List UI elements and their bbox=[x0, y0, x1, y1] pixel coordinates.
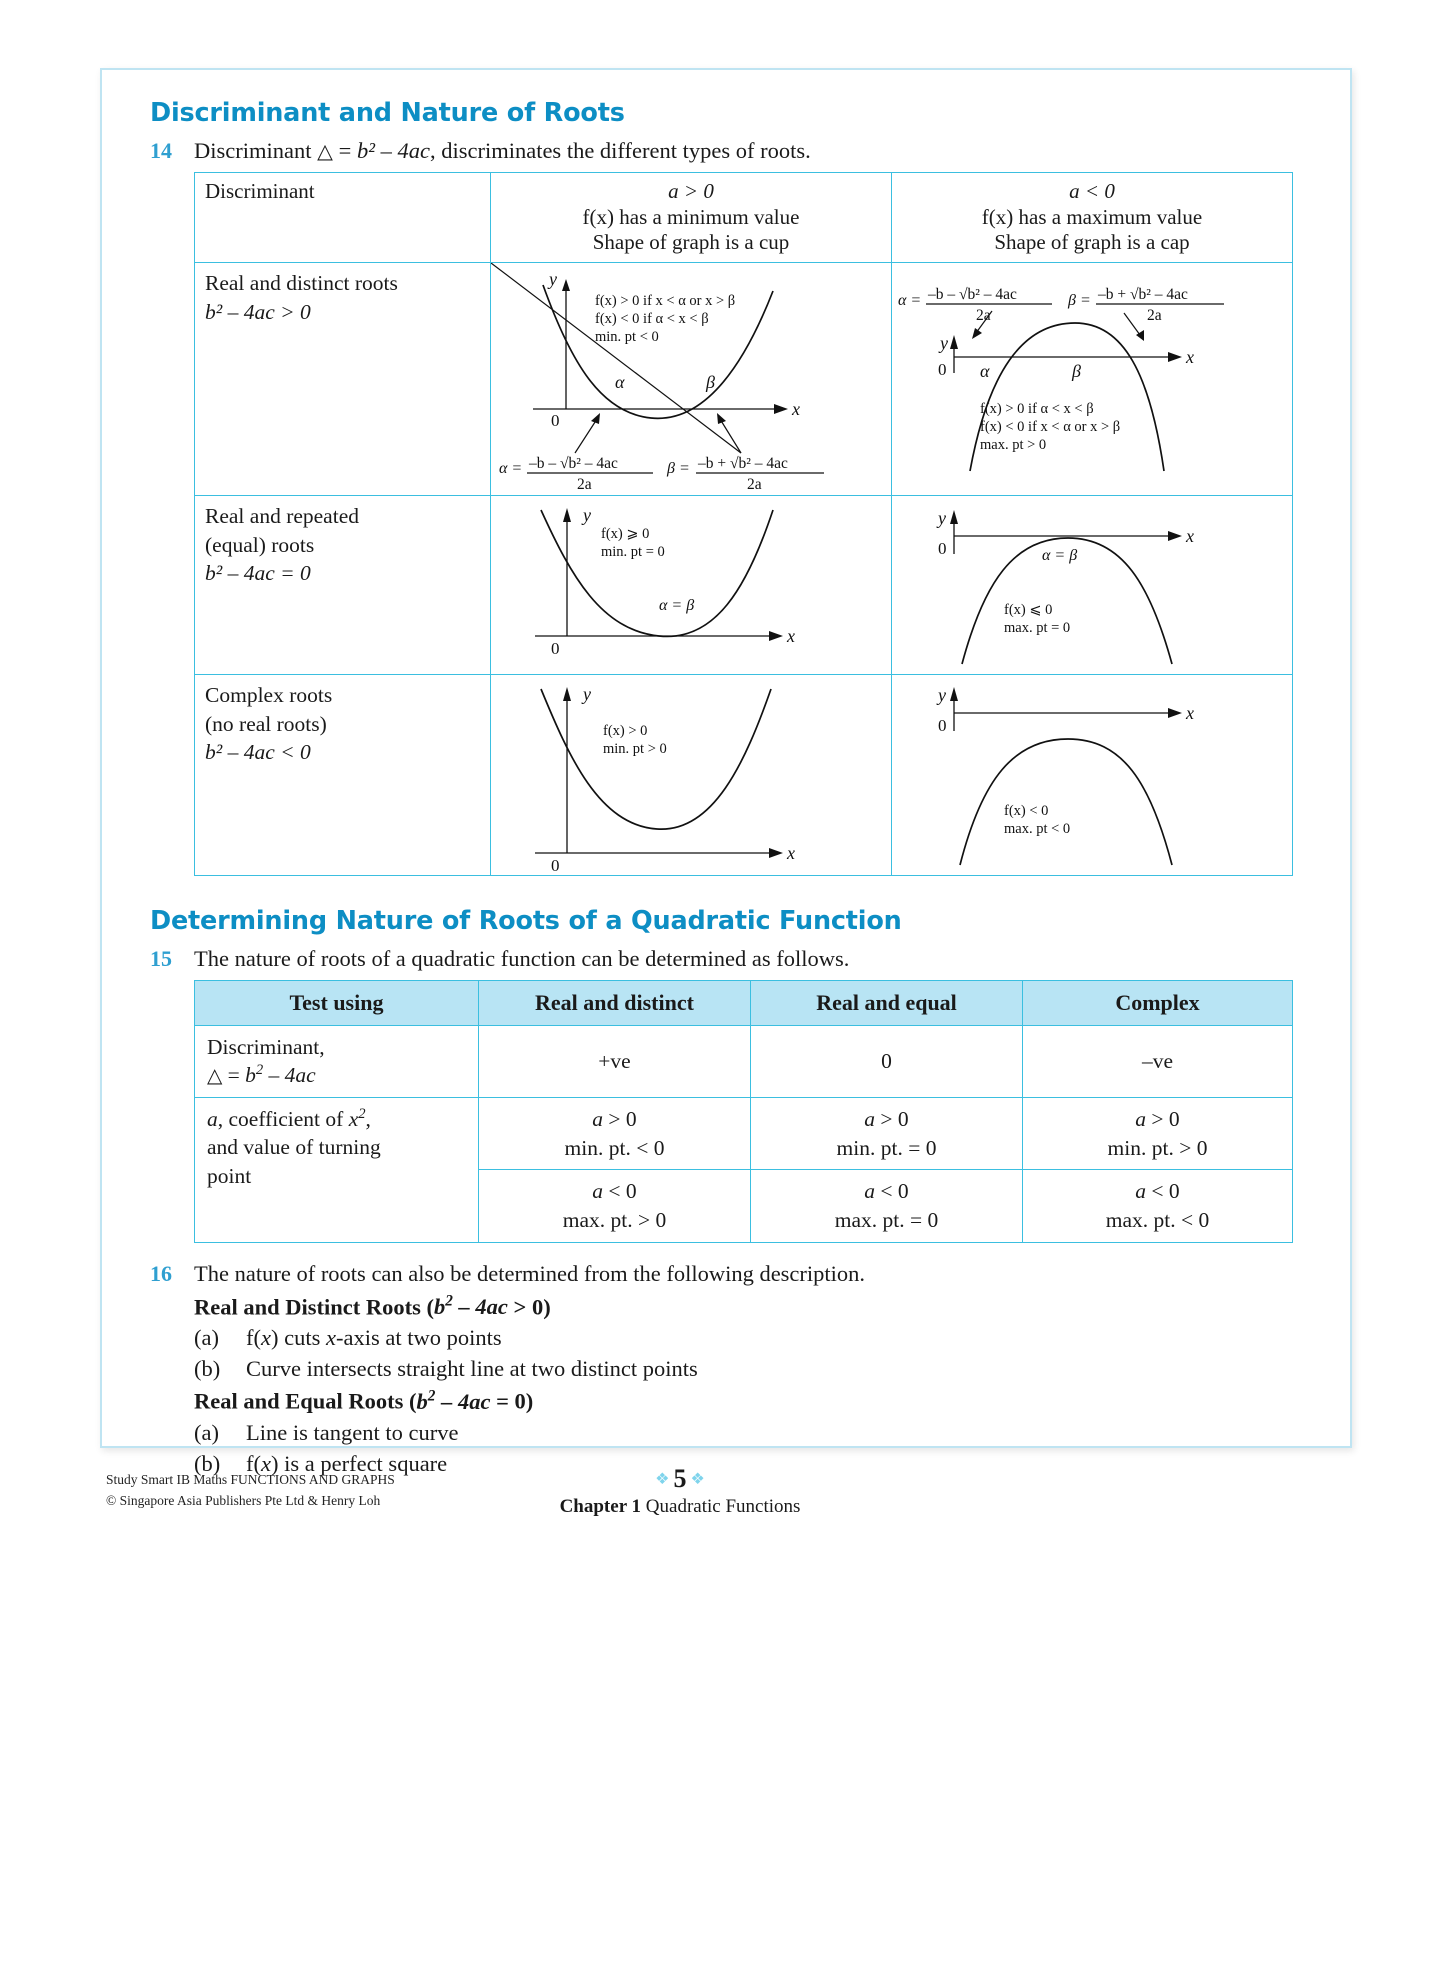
item-16-intro-line bbox=[150, 1261, 1320, 1287]
item-16-g1-a-text: f(x) cuts x-axis at two points bbox=[246, 1325, 502, 1351]
item-14 bbox=[150, 138, 1320, 164]
row2-cup-graph bbox=[491, 495, 892, 674]
item-16-number: 16 bbox=[150, 1260, 172, 1286]
item-15 bbox=[150, 946, 1320, 972]
row3-label-line3: b² – 4ac < 0 bbox=[205, 740, 311, 765]
cap-x-label: x bbox=[1186, 346, 1194, 367]
page-title-discriminant: Discriminant and Nature of Roots bbox=[150, 98, 625, 128]
cup-alpha-label: α bbox=[615, 371, 625, 392]
t2-row1-cell-complex: –ve bbox=[1023, 1025, 1293, 1097]
cup-anno-1: f(x) > 0 if x < α or x > β bbox=[595, 292, 736, 309]
cup-beta-formula-den: 2a bbox=[747, 475, 762, 493]
worksheet-page bbox=[100, 68, 1352, 1476]
row2-label-line2: (equal) roots bbox=[205, 532, 315, 557]
row3-cup-graph bbox=[491, 674, 892, 875]
cup-cx-anno-2: min. pt > 0 bbox=[603, 740, 667, 757]
item-16-group2-title: Real and Equal Roots $(b^2 - 4ac = 0)$ bbox=[194, 1387, 534, 1414]
item-16-intro: The nature of roots can also be determined from the following description. bbox=[194, 1260, 866, 1286]
page-number: 5 bbox=[673, 1464, 687, 1493]
row2-label-line1: Real and repeated bbox=[205, 503, 359, 528]
cup-y-label: y bbox=[549, 268, 557, 289]
t2-row1-label-line2: △ = $b^2 - 4ac$ bbox=[207, 1062, 316, 1088]
cap-alpha-formula-num: –b – √b² – 4ac bbox=[928, 285, 1017, 303]
cup-graph-repeated-svg bbox=[491, 496, 891, 674]
t2-row2a-cell-distinct: a > 0 min. pt. < 0 bbox=[479, 1097, 751, 1170]
cap-beta-formula-den: 2a bbox=[1147, 306, 1162, 324]
t2-row2-label bbox=[195, 1097, 479, 1242]
cup-cx-y-label: y bbox=[583, 683, 591, 704]
cap-rep-origin-label: 0 bbox=[938, 538, 947, 558]
row1-cup-graph bbox=[491, 262, 892, 495]
cup-cx-anno-1: f(x) > 0 bbox=[603, 722, 648, 739]
cup-x-label: x bbox=[792, 398, 800, 419]
item-14-text: Discriminant △ = b² – 4ac, discriminates the different types of roots. bbox=[194, 138, 811, 163]
footer-copyright: © Singapore Asia Publishers Pte Ltd & Henry Loh bbox=[106, 1492, 381, 1508]
footer-page-info bbox=[530, 1464, 830, 1518]
header-min-value: f(x) has a minimum value bbox=[582, 204, 800, 229]
t2-row2a-cell-equal: a > 0 min. pt. = 0 bbox=[751, 1097, 1023, 1170]
cap-cx-anno-2: max. pt < 0 bbox=[1004, 820, 1071, 837]
table-row-real-repeated bbox=[195, 495, 1293, 674]
item-14-number: 14 bbox=[150, 138, 172, 163]
row2-label-line3: b² – 4ac = 0 bbox=[205, 561, 311, 586]
t2-row1-label bbox=[195, 1025, 479, 1097]
cup-alpha-formula-den: 2a bbox=[577, 475, 592, 493]
item-16-g1-a bbox=[194, 1325, 1320, 1351]
cup-anno-2: f(x) < 0 if α < x < β bbox=[595, 310, 709, 327]
cap-beta-label: β bbox=[1072, 360, 1081, 381]
row1-cap-graph bbox=[892, 262, 1293, 495]
t2-row2b-cell-complex: a < 0 max. pt. < 0 bbox=[1023, 1170, 1293, 1243]
cap-graph-repeated-svg bbox=[892, 496, 1292, 674]
item-16-group1-title: Real and Distinct Roots $(b^2 - 4ac > 0)$ bbox=[194, 1292, 551, 1320]
cup-alpha-formula-lhs: α = bbox=[499, 459, 523, 477]
cap-origin-label: 0 bbox=[938, 359, 947, 379]
determining-nature-table bbox=[194, 980, 1293, 1243]
header-a-negative bbox=[892, 173, 1293, 263]
cap-cx-x-label: x bbox=[1186, 702, 1194, 723]
cup-alpha-formula-num: –b – √b² – 4ac bbox=[529, 454, 618, 472]
item-16-g1-a-key: (a) bbox=[194, 1325, 219, 1351]
t2-row1-cell-equal: 0 bbox=[751, 1025, 1023, 1097]
t2-row-discriminant bbox=[195, 1025, 1293, 1097]
cap-cx-y-label: y bbox=[938, 684, 946, 705]
t2-row2a-cell-complex: a > 0 min. pt. > 0 bbox=[1023, 1097, 1293, 1170]
chapter-title: Quadratic Functions bbox=[645, 1496, 801, 1517]
t2-header-test-using: Test using bbox=[195, 980, 479, 1025]
table-row-real-distinct bbox=[195, 262, 1293, 495]
cap-anno-1: f(x) > 0 if α < x < β bbox=[980, 400, 1094, 417]
row3-label-line2: (no real roots) bbox=[205, 711, 327, 736]
cup-rep-x-label: x bbox=[787, 625, 795, 646]
row3-label-line1: Complex roots bbox=[205, 682, 333, 707]
cup-rep-anno-1: f(x) ⩾ 0 bbox=[601, 525, 650, 542]
header-shape-cup: Shape of graph is a cup bbox=[592, 230, 790, 255]
item-15-number: 15 bbox=[150, 945, 172, 971]
cap-cx-anno-1: f(x) < 0 bbox=[1004, 802, 1049, 819]
cap-rep-root-label: α = β bbox=[1042, 546, 1078, 564]
cup-beta-label: β bbox=[706, 371, 715, 392]
t2-row2b-cell-distinct: a < 0 max. pt. > 0 bbox=[479, 1170, 751, 1243]
cap-rep-y-label: y bbox=[938, 507, 946, 528]
page-number-row bbox=[530, 1464, 830, 1494]
header-shape-cap: Shape of graph is a cap bbox=[994, 230, 1190, 255]
cap-rep-anno-1: f(x) ⩽ 0 bbox=[1004, 601, 1053, 618]
row2-cap-graph bbox=[892, 495, 1293, 674]
delta-triangle-icon: △ bbox=[317, 141, 334, 163]
nature-of-roots-table bbox=[194, 172, 1293, 876]
header-a-gt-0: a > 0 bbox=[668, 179, 714, 203]
cup-cx-x-label: x bbox=[787, 842, 795, 863]
row2-label bbox=[195, 495, 491, 674]
t2-row2-label-line1: a, coefficient of $x^2$, bbox=[207, 1105, 371, 1131]
cup-origin-label: 0 bbox=[551, 410, 560, 430]
row1-label bbox=[195, 262, 491, 495]
header-max-value: f(x) has a maximum value bbox=[981, 204, 1203, 229]
t2-header-real-distinct: Real and distinct bbox=[479, 980, 751, 1025]
chapter-label: Chapter 1 bbox=[559, 1496, 642, 1517]
row1-label-line1: Real and distinct roots bbox=[205, 270, 398, 295]
cap-cx-origin-label: 0 bbox=[938, 715, 947, 735]
cup-rep-anno-2: min. pt = 0 bbox=[601, 543, 665, 560]
table-header-row bbox=[195, 173, 1293, 263]
t2-row1-cell-distinct: +ve bbox=[479, 1025, 751, 1097]
cup-graph-complex-svg bbox=[491, 675, 891, 875]
cup-beta-formula-num: –b + √b² – 4ac bbox=[698, 454, 788, 472]
cap-graph-complex-svg bbox=[892, 675, 1292, 875]
footer-credits bbox=[106, 1470, 395, 1512]
item-16-g2-a-key: (a) bbox=[194, 1419, 219, 1445]
t2-header-complex: Complex bbox=[1023, 980, 1293, 1025]
cup-rep-root-label: α = β bbox=[659, 596, 695, 614]
t2-row2b-cell-equal: a < 0 max. pt. = 0 bbox=[751, 1170, 1023, 1243]
t2-row2-label-line2: and value of turning bbox=[207, 1135, 381, 1160]
cap-rep-anno-2: max. pt = 0 bbox=[1004, 619, 1071, 636]
cup-rep-y-label: y bbox=[583, 504, 591, 525]
cap-y-label: y bbox=[940, 332, 948, 353]
cup-beta-formula-lhs: β = bbox=[667, 459, 690, 477]
cap-alpha-formula-den: 2a bbox=[976, 306, 991, 324]
cap-beta-formula-lhs: β = bbox=[1068, 291, 1091, 309]
item-16-g1-b bbox=[194, 1356, 1320, 1382]
page-title-determining: Determining Nature of Roots of a Quadratic Function bbox=[150, 905, 902, 936]
cup-graph-distinct-svg bbox=[491, 263, 891, 495]
table-row-complex bbox=[195, 674, 1293, 875]
t2-header-real-equal: Real and equal bbox=[751, 980, 1023, 1025]
footer-title: Study Smart IB Maths FUNCTIONS AND GRAPHS bbox=[106, 1472, 395, 1487]
item-15-text: The nature of roots of a quadratic function can be determined as follows. bbox=[194, 945, 850, 971]
cap-graph-distinct-svg bbox=[892, 263, 1292, 495]
diamond-right-icon: ❖ bbox=[690, 1471, 705, 1488]
item-16-g1-b-key: (b) bbox=[194, 1356, 221, 1382]
item-16-g2-b-text: f(x) is a perfect square bbox=[246, 1450, 448, 1476]
cup-rep-origin-label: 0 bbox=[551, 638, 560, 658]
cap-anno-3: max. pt > 0 bbox=[980, 436, 1047, 453]
chapter-line bbox=[530, 1496, 830, 1518]
diamond-left-icon: ❖ bbox=[655, 1471, 670, 1488]
item-16-g2-a-text: Line is tangent to curve bbox=[246, 1419, 459, 1445]
t2-row1-label-line1: Discriminant, bbox=[207, 1034, 325, 1059]
header-a-lt-0: a < 0 bbox=[1069, 179, 1115, 203]
row1-label-line2: b² – 4ac > 0 bbox=[205, 299, 311, 324]
cap-anno-2: f(x) < 0 if x < α or x > β bbox=[980, 418, 1121, 435]
header-a-positive bbox=[491, 173, 892, 263]
cap-alpha-label: α bbox=[980, 360, 990, 381]
cap-rep-x-label: x bbox=[1186, 525, 1194, 546]
cup-anno-3: min. pt < 0 bbox=[595, 328, 659, 345]
row3-label bbox=[195, 674, 491, 875]
header-discriminant: Discriminant bbox=[195, 173, 491, 263]
t2-header-row bbox=[195, 980, 1293, 1025]
row3-cap-graph bbox=[892, 674, 1293, 875]
cup-cx-origin-label: 0 bbox=[551, 855, 560, 875]
cap-beta-formula-num: –b + √b² – 4ac bbox=[1098, 285, 1188, 303]
item-16 bbox=[150, 1261, 1320, 1477]
t2-row2-label-line3: point bbox=[207, 1163, 252, 1188]
item-16-g2-a bbox=[194, 1420, 1320, 1446]
item-16-g2-b-key: (b) bbox=[194, 1450, 221, 1476]
cap-alpha-formula-lhs: α = bbox=[898, 291, 922, 309]
t2-row-coefficient-a bbox=[195, 1097, 1293, 1170]
item-16-g1-b-text: Curve intersects straight line at two distinct points bbox=[246, 1356, 698, 1382]
